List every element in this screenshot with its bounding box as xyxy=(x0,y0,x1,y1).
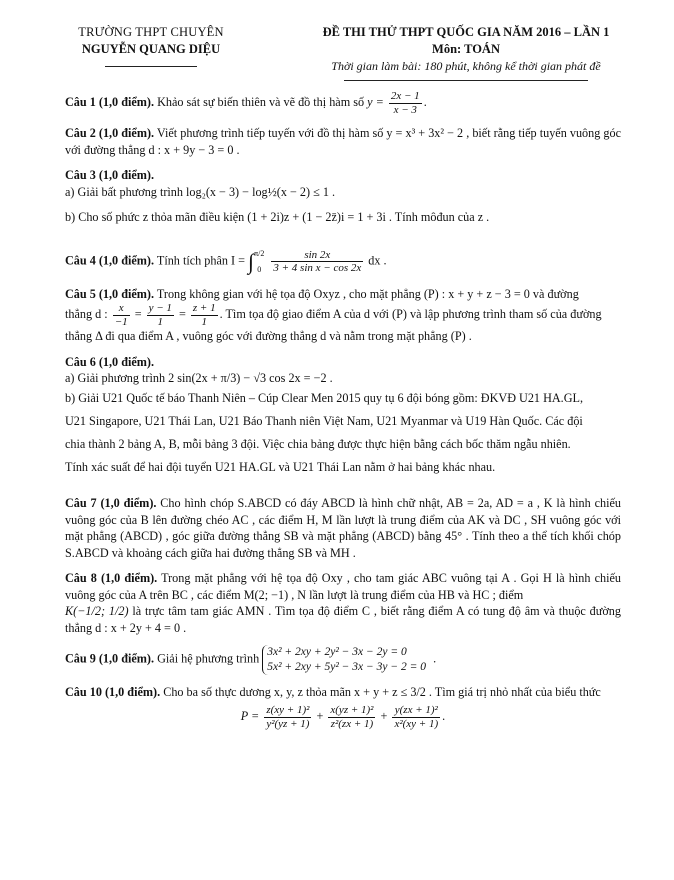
school-underline xyxy=(105,66,197,67)
integral-sign: ∫ xyxy=(248,248,255,274)
question-2: Câu 2 (1,0 điểm). Viết phương trình tiếp tuyến với đồ thị hàm số y = x³ + 3x² − 2 , biết rằng tiếp tuyến vuông góc với đường thẳng d : x + 9y − 3 = 0 . xyxy=(65,126,621,157)
exam-time: Thời gian làm bài: 180 phút, không kể thời gian phát đề xyxy=(331,58,601,73)
school-header xyxy=(46,24,256,67)
q10-term-1: $\frac{\text{z(xy + 1)²}}{\text{y²(yz + 1)}}$ xyxy=(266,704,310,731)
question-7: Câu 7 (1,0 điểm). Cho hình chóp S.ABCD có đáy ABCD là hình chữ nhật, AB = 2a, AD = a , K là hình chiếu vuông góc của B lên đường chéo AC , các điểm H, M lần lượt là trung điểm của AK và DC , SH vuông góc với mặt phẳng (ABCD) , góc giữa đường thẳng SB và mặt phẳng (ABCD) bằng 45° . Tính theo a thể tích khối chóp S.ABCD và khoảng cách giữa hai đường thẳng SB và MH . xyxy=(65,496,621,560)
q9-system: 3x² + 2xy + 2y² − 3x − 2y = 0 5x² + 2xy + 5y² − 3x − 3y − 2 = 0 xyxy=(262,645,430,675)
question-8: Câu 8 (1,0 điểm). Trong mặt phẳng với hệ tọa độ Oxy , cho tam giác ABC vuông tại A . Gọi H là hình chiếu vuông góc của A trên BC , các điểm M(2; −1) , N lần lượt là trung điểm của HB và HC ; điểm K(−1/2; 1/2) là trực tâm tam giác AMN . Tìm tọa độ điểm C , biết rằng điểm A có tung độ âm và thuộc đường thẳng d : x + 2y + 4 = 0 . xyxy=(65,571,621,635)
q6-part-b-4: Tính xác suất để hai đội tuyển U21 HA.GL và U21 Thái Lan nằm ở hai bảng khác nhau. xyxy=(65,460,496,475)
q10-expression: P = $\frac{\text{z(xy + 1)²}}{\text{y²(yz + 1)}}$ + $\frac{\text{x(yz + 1)²}}{\text{z²(zx + 1)}}$ + $\frac{\text{y(zx + 1)²}}{\text{x²(xy + 1)}}$ . xyxy=(240,704,446,731)
q5-frac-z: $\frac{z + 1}{1}$ xyxy=(192,301,216,328)
q5-frac-y: $\frac{y - 1}{1}$ xyxy=(148,301,172,328)
exam-body xyxy=(65,90,621,731)
q5-label: Câu 5 (1,0 điểm). xyxy=(65,286,155,301)
q9-label: Câu 9 (1,0 điểm). xyxy=(65,651,155,666)
q6-part-b-1: b) Giải U21 Quốc tế báo Thanh Niên – Cúp Clear Men 2015 quy tụ 6 đội bóng gồm: ĐKVĐ U21 HA.GL, xyxy=(65,390,584,405)
question-6 xyxy=(65,354,621,480)
q6-part-b-2: U21 Singapore, U21 Thái Lan, U21 Báo Thanh niên Việt Nam, U21 Myanmar và U19 Hàn Quốc. Các đội xyxy=(65,413,583,428)
q6-part-b-3: chia thành 2 bảng A, B, mỗi bảng 3 đội. Việc chia bảng được thực hiện bằng cách bốc thăm ngẫu nhiên. xyxy=(65,437,571,451)
q2-label: Câu 2 (1,0 điểm). xyxy=(65,126,155,141)
q8-label: Câu 8 (1,0 điểm). xyxy=(65,571,158,586)
school-line1: TRƯỜNG THPT CHUYÊN xyxy=(78,25,224,39)
exam-underline xyxy=(344,80,588,81)
q5-frac-x: $\frac{x}{-1}$ xyxy=(114,301,128,328)
q3-label: Câu 3 (1,0 điểm). xyxy=(65,168,155,183)
exam-title: ĐỀ THI THỬ THPT QUỐC GIA NĂM 2016 – LẦN 1 xyxy=(322,25,610,39)
q1-label: Câu 1 (1,0 điểm). xyxy=(65,94,155,109)
exam-subject: Môn: TOÁN xyxy=(432,41,500,56)
school-line2: NGUYỄN QUANG DIỆU xyxy=(81,41,221,56)
question-3 xyxy=(65,167,621,200)
q3-part-a: a) Giải bất phương trình log₂(x − 3) − log½(x − 2) ≤ 1 . xyxy=(65,184,336,199)
q8-point-k: K(−1/2; 1/2) xyxy=(65,604,129,619)
q4-label: Câu 4 (1,0 điểm). xyxy=(65,253,155,268)
question-4: Câu 4 (1,0 điểm). Tính tích phân I = ∫π/2 0 $\frac{\sin 2x}{\text{3 + 4 sin x − cos 2x}}$ dx . xyxy=(65,248,387,275)
q3-part-b: b) Cho số phức z thỏa mãn điều kiện (1 + 2i)z + (1 − 2z̄)i = 1 + 3i . Tính môđun của z . xyxy=(65,210,490,225)
question-5: Câu 5 (1,0 điểm). Trong không gian với hệ tọa độ Oxyz , cho mặt phẳng (P) : x + y + z − 3 = 0 và đường thẳng d : $\frac{x}{-1}$ = $\frac{y - 1}{1}$ = $\frac{z + 1}{1}$ . Tìm tọa độ giao điểm A của d với (P) và lập phương trình tham số của đường thẳng Δ đi qua điểm A , vuông góc với đường thẳng d và nằm trong mặt phẳng (P) . xyxy=(65,286,602,344)
question-1: Câu 1 (1,0 điểm). Khảo sát sự biến thiên và vẽ đồ thị hàm số y = $\frac{2x - 1}{x - 3}$ . xyxy=(65,90,427,116)
integral-limits: π/2 0 xyxy=(254,248,265,274)
q6-part-a: a) Giải phương trình 2 sin(2x + π/3) − √3 cos 2x = −2 . xyxy=(65,371,333,386)
q4-fraction: $\frac{\sin 2x}{\text{3 + 4 sin x − cos 2x}}$ xyxy=(273,248,362,275)
q10-term-2: $\frac{\text{x(yz + 1)²}}{\text{z²(zx + 1)}}$ xyxy=(330,704,374,731)
q7-label: Câu 7 (1,0 điểm). xyxy=(65,496,157,511)
q6-label: Câu 6 (1,0 điểm). xyxy=(65,354,155,369)
q10-label: Câu 10 (1,0 điểm). xyxy=(65,684,161,699)
exam-header xyxy=(296,24,636,81)
question-10: Câu 10 (1,0 điểm). Cho ba số thực dương x, y, z thỏa mãn x + y + z ≤ 3/2 . Tìm giá trị nhỏ nhất của biểu thức xyxy=(65,684,601,699)
q10-term-3: $\frac{\text{y(zx + 1)²}}{\text{x²(xy + 1)}}$ xyxy=(394,704,439,731)
q1-fraction: $\frac{2x - 1}{x - 3}$ xyxy=(390,90,420,116)
question-9: Câu 9 (1,0 điểm). Giải hệ phương trình 3x² + 2xy + 2y² − 3x − 2y = 0 5x² + 2xy + 5y² − 3x − 3y − 2 = 0 . xyxy=(65,646,437,674)
